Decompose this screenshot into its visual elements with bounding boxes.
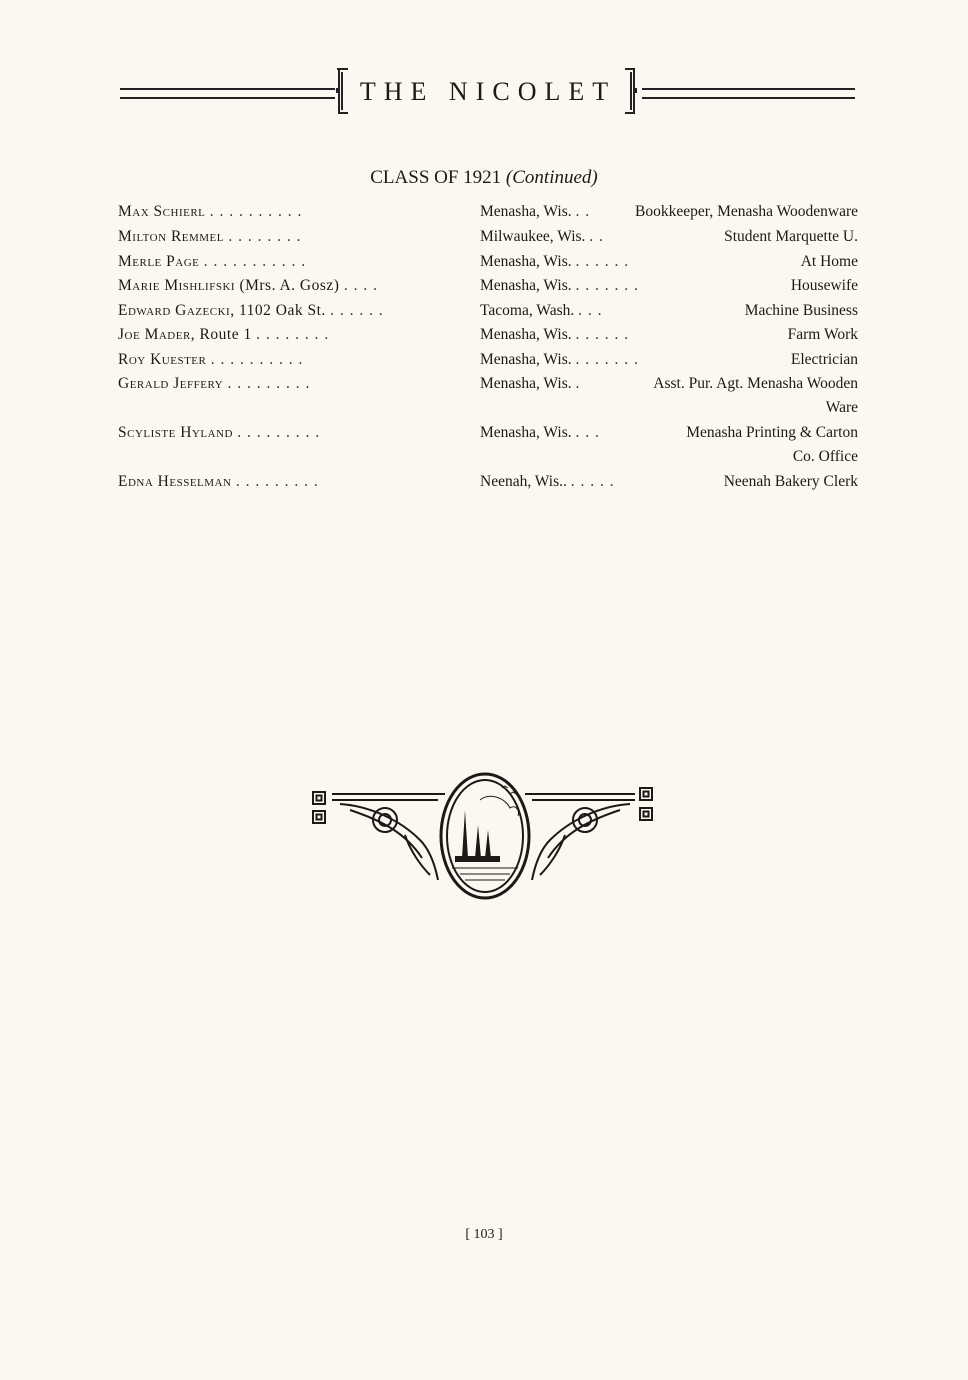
entry-place (480, 372, 580, 396)
section-heading (0, 165, 968, 191)
entry-name (118, 348, 303, 372)
entry-place (480, 274, 639, 298)
section-heading-continued: (Continued) (505, 167, 598, 188)
entry-place (480, 225, 604, 249)
entry-name-extra: (Mrs. A. Gosz) (239, 277, 340, 294)
entry-name-text: Joe Mader, (118, 326, 196, 343)
entry-occupation-line: Asst. Pur. Agt. Menasha Wooden (653, 375, 858, 392)
entry-occupation (791, 348, 858, 372)
leader-dots: . . . . . . . . (256, 326, 330, 343)
header-bracket-left (336, 68, 350, 114)
entry-occupation (724, 225, 858, 249)
leader-dots: . . (575, 203, 591, 220)
entry-place-text: Menasha, Wis. (480, 253, 572, 270)
entry-occupation-line: At Home (800, 253, 858, 270)
entry-place (480, 250, 629, 274)
page-number: [ 103 ] (465, 1227, 503, 1242)
entry-occupation (801, 250, 858, 274)
entry-place-text: Menasha, Wis. (480, 277, 572, 294)
leader-dots: . . . . . (570, 473, 615, 490)
entry-name-text: Gerald Jeffery (118, 375, 224, 392)
leader-dots: . . . . . . . (575, 277, 639, 294)
entry-name-text: Scyliste Hyland (118, 424, 233, 441)
entry-occupation (653, 372, 858, 420)
entry-occupation-line: Ware (825, 399, 858, 416)
entry-name (118, 421, 320, 445)
header-bracket-right (623, 68, 637, 114)
header-rule-left (120, 88, 335, 99)
entry-name-text: Max Schierl (118, 203, 206, 220)
entry-occupation-line: Co. Office (792, 448, 858, 465)
entry-occupation-line: Bookkeeper, Menasha Woodenware (635, 203, 858, 220)
leader-dots: . . . . . . . . . (235, 473, 319, 490)
leader-dots: . . (589, 228, 604, 245)
section-heading-main: CLASS OF 1921 (370, 167, 502, 188)
leader-dots: . . . . . . . . . (227, 375, 311, 392)
leader-dots: . (575, 375, 581, 392)
entry-occupation-line: Machine Business (744, 302, 858, 319)
leader-dots: . . . . (343, 277, 378, 294)
entry-occupation (724, 470, 858, 494)
entry-occupation (635, 200, 858, 224)
header-rule-right (642, 88, 855, 99)
entry-place (480, 470, 615, 494)
entry-place-text: Tacoma, Wash. (480, 302, 575, 319)
entry-place-text: Menasha, Wis. (480, 203, 572, 220)
leader-dots: . . . . . . . . . (237, 424, 321, 441)
entry-name-extra: Route 1 (199, 326, 252, 343)
leader-dots: . . . . . . . . . . (210, 351, 304, 368)
entry-occupation-line: Farm Work (787, 326, 858, 343)
entry-name-extra: 1102 Oak St. (238, 302, 326, 319)
entry-place (480, 200, 590, 224)
entry-name-text: Edward Gazecki, (118, 302, 235, 319)
entry-name (118, 225, 302, 249)
entry-place-text: Neenah, Wis.. (480, 473, 567, 490)
entry-name (118, 200, 302, 224)
entry-occupation-line: Housewife (790, 277, 858, 294)
entry-occupation-line: Electrician (790, 351, 858, 368)
leader-dots: . . . . . . (575, 253, 630, 270)
entry-occupation (791, 274, 858, 298)
entry-place (480, 348, 639, 372)
entry-name (118, 299, 384, 323)
decorative-vignette-ornament (310, 770, 660, 904)
page-header (120, 66, 855, 120)
leader-dots: . . . . . . . . . . . (203, 253, 307, 270)
entry-name-text: Merle Page (118, 253, 200, 270)
leader-dots: . . . . . . . (575, 351, 639, 368)
entry-place-text: Menasha, Wis. (480, 326, 572, 343)
entry-place-text: Menasha, Wis. (480, 351, 572, 368)
entry-place-text: Menasha, Wis. (480, 424, 572, 441)
entry-place (480, 323, 629, 347)
entry-name-text: Marie Mishlifski (118, 277, 236, 294)
entry-occupation-line: Menasha Printing & Carton (686, 424, 858, 441)
entry-name-text: Edna Hesselman (118, 473, 232, 490)
leader-dots: . . . . . . (575, 326, 630, 343)
entry-name-text: Roy Kuester (118, 351, 207, 368)
entry-place (480, 421, 600, 445)
entry-occupation-line: Student Marquette U. (724, 228, 858, 245)
leader-dots: . . . . . . . . . . (209, 203, 303, 220)
entry-name (118, 250, 306, 274)
leader-dots: . . . . . . . . (228, 228, 302, 245)
leader-dots: . . . (578, 302, 603, 319)
entry-occupation (788, 323, 858, 347)
entry-occupation (745, 299, 858, 323)
entry-name (118, 274, 378, 298)
entry-name (118, 323, 329, 347)
leader-dots: . . . . . . (330, 302, 384, 319)
entry-name-text: Milton Remmel (118, 228, 224, 245)
entry-name (118, 470, 319, 494)
entry-occupation (686, 421, 858, 469)
entry-place-text: Menasha, Wis. (480, 375, 572, 392)
entry-place-text: Milwaukee, Wis. (480, 228, 586, 245)
entry-place (480, 299, 602, 323)
page-title: THE NICOLET (359, 77, 617, 106)
entry-occupation-line: Neenah Bakery Clerk (723, 473, 858, 490)
entry-name (118, 372, 310, 396)
leader-dots: . . . (575, 424, 600, 441)
